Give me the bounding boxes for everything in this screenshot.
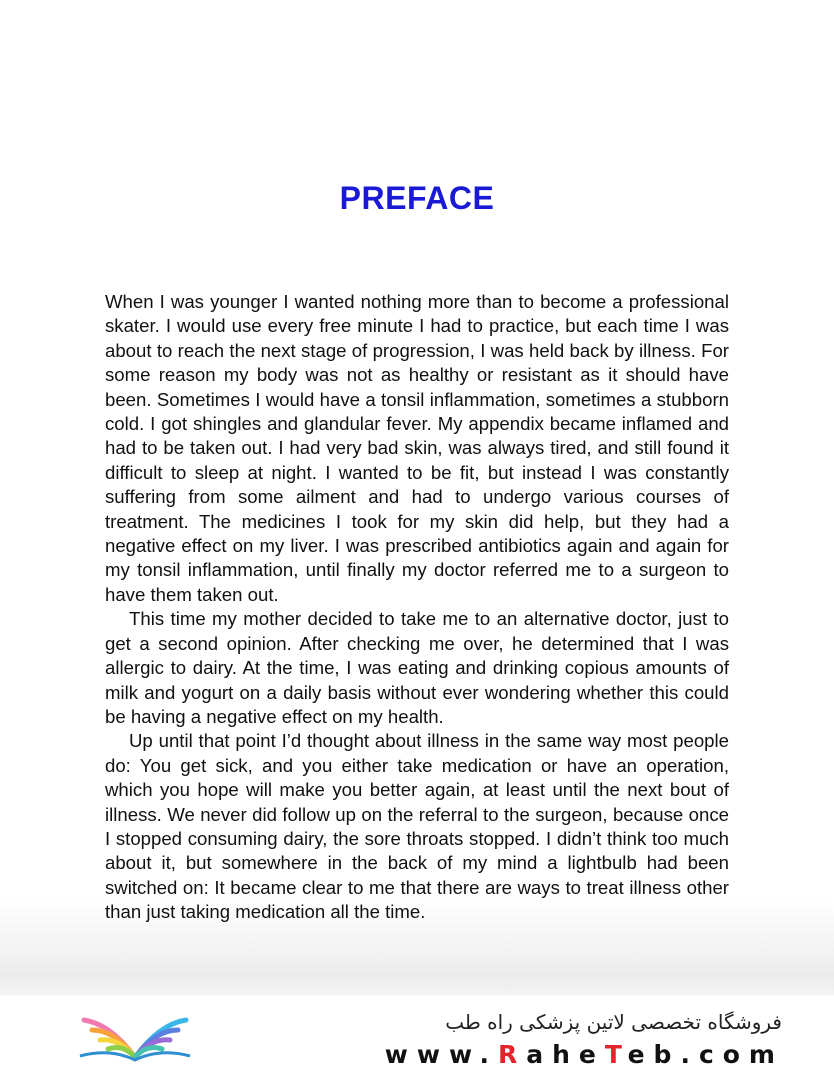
publisher-footer (0, 996, 834, 1080)
paragraph-3: Up until that point I’d thought about illness in the same way most people do: You get sick, and you either take medication or have an operation, which you hope will make you better again, at least until the next bout of illness. We never did follow up on the referral to the surgeon, because once I stopped consuming dairy, the sore throats stopped. I didn’t think too much about it, but somewhere in the back of my mind a lightbulb had been switched on: It became clear to me that there are ways to treat illness other than just taking medication all the time. (105, 730, 729, 923)
shop-name: فروشگاه تخصصی لاتین پزشکی راه طب (445, 1010, 782, 1034)
url-accent-r: R (497, 1040, 527, 1069)
preface-body (105, 290, 729, 925)
paragraph-2: This time my mother decided to take me to an alternative doctor, just to get a second opinion. After checking me over, he determined that I was allergic to dairy. At the time, I was eating and drinking copious amounts of milk and yogurt on a daily basis without ever wondering whether this could be having a negative effect on my health. (105, 608, 729, 727)
url-part: ahe (526, 1040, 605, 1069)
website-url[interactable] (385, 1040, 784, 1069)
url-part: eb.com (627, 1040, 784, 1069)
open-book-rainbow-icon (70, 1004, 200, 1064)
url-accent-t: T (604, 1040, 628, 1069)
page-title: PREFACE (339, 180, 495, 216)
paragraph-1: When I was younger I wanted nothing more than to become a professional skater. I would use every free minute I had to practice, but each time I was about to reach the next stage of progression, I was held back by illness. For some reason my body was not as healthy or resistant as it should have been. Sometimes I would have a tonsil inflammation, sometimes a stubborn cold. I got shingles and glandular fever. My appendix became inflamed and had to be taken out. I had very bad skin, was always tired, and still found it difficult to sleep at night. I wanted to be fit, but instead I was constantly suffering from some ailment and had to undergo various courses of treatment. The medicines I took for my skin did help, but they had a negative effect on my liver. I was prescribed antibiotics again and again for my tonsil inflammation, until finally my doctor referred me to a surgeon to have them taken out. (105, 291, 729, 605)
url-part: www. (384, 1040, 498, 1069)
